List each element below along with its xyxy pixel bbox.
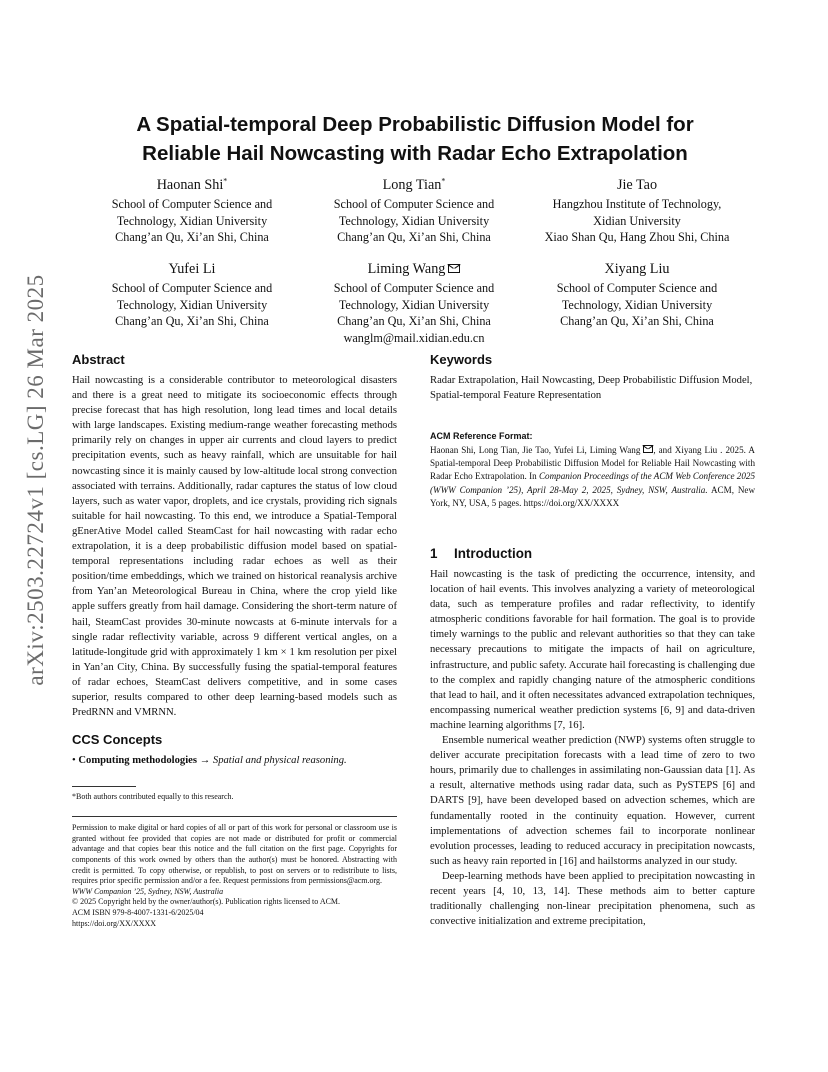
author-affiliation-line: Technology, Xidian University bbox=[561, 297, 713, 312]
author-email: wanglm@mail.xidian.edu.cn bbox=[343, 330, 485, 345]
author-name: Xiyang Liu bbox=[604, 261, 670, 277]
corresponding-author-envelope-icon bbox=[643, 445, 653, 453]
author-name: Long Tian bbox=[382, 177, 442, 193]
author-affiliation-line: School of Computer Science and bbox=[333, 281, 495, 295]
equal-contribution-footnote: *Both authors contributed equally to this research. bbox=[72, 792, 234, 802]
ccs-bullet: • bbox=[72, 755, 76, 767]
intro-paragraph-1: Hail nowcasting is the task of predicting the occurrence, intensity, and location of hail events. This involves analyzing a variety of meteorological data, such as temperature profiles and radar reflectivity, to identify atmospheric conditions favorable for hail formation. The goal is to provide timely warnings to the public and relevant authorities so that they can take necessary precautions to mitigate the impacts of hail on agriculture, infrastructure, and public safety. Accurate hail forecasting is challenging due to the complex and rapidly changing nature of the atmospheric conditions that lead to hail, and it often necessitates advanced extrapolation techniques, encompassing numerical weather prediction systems [6, 9] and data-driven machine learning algorithms [7, 16]. bbox=[430, 569, 755, 731]
author-block-jie-tao bbox=[522, 176, 752, 246]
author-affiliation-line: Chang’an Qu, Xi’an Shi, China bbox=[115, 314, 269, 328]
acm-reference-citation: , and Xiyang Liu . 2025. A Spatial-temporal Deep Probabilistic Diffusion Model for Reliable Hail Nowcasting with Radar Echo Extrapolation. In bbox=[430, 445, 755, 482]
author-affiliation-line: Chang’an Qu, Xi’an Shi, China bbox=[337, 314, 491, 328]
author-affiliation-line: Xiao Shan Qu, Hang Zhou Shi, China bbox=[544, 230, 730, 244]
ccs-concepts-entry bbox=[72, 753, 397, 768]
permission-rule bbox=[72, 816, 397, 817]
author-affiliation-line: Chang’an Qu, Xi’an Shi, China bbox=[337, 230, 491, 244]
abstract-text: Hail nowcasting is a considerable contributor to meteorological disasters and there is a great need to mitigate its socioeconomic effects through precise forecast that has high resolution, long lead times and local details with large landscapes. Existing medium-range weather forecasting methods primarily rely on changes in upper air currents and cloud layers to predict precipitation events, such as heavy rainfall, which are unsuitable for hail nowcasting since it is mainly caused by low-altitude local strong convection associated with terrains. Additionally, radar captures the status of low cloud layers, such as water vapor, droplets, and ice crystals, providing rich signals suitable for hail nowcasting. To this end, we introduce a Spatial-Temporal gEnerAtive Model called SteamCast for hail nowcasting with radar echo extrapolation, it is a deep probabilistic diffusion model based on spatial-temporal representations including radar echoes as well as their position/time embeddings, which we trained on historical reanalysis archive from Yan’an Meteorological Bureau in China, where the crop yield like apple suffers greatly from hail damage. Considering the short-term nature of hail, SteamCast provides 30-minute nowcasts at 6-minute intervals for a single radar reflectivity variable, across 9 different vertical angles, on a latitude-longitude grid with approximately 1 km × 1 km resolution per pixel in Yan’an City, China. By successfully fusing the spatial-temporal features of radar echoes, SteamCast delivers competitive, and in some cases superior, results compared to other deep learning-based models such as PredRNN and VMRNN. bbox=[72, 375, 397, 719]
ccs-subcategory: Spatial and physical reasoning. bbox=[212, 755, 347, 767]
abstract-heading: Abstract bbox=[72, 352, 125, 367]
intro-paragraph-3: Deep-learning methods have been applied to precipitation nowcasting in recent years [4, 10, 13, 14]. These methods aim to better capture traditionally challenging non-linear precipitation phenomena, such as convective initialization and extreme precipitation, bbox=[430, 870, 755, 928]
author-affiliation-line: School of Computer Science and bbox=[556, 281, 718, 295]
author-name: Jie Tao bbox=[616, 177, 658, 193]
acm-reference-venue: Companion Proceedings of the ACM Web Conference 2025 (WWW Companion ’25), April 28-May 2, 2025, Sydney, NSW, Australia. bbox=[430, 471, 755, 495]
author-affiliation-line: Xidian University bbox=[593, 213, 681, 228]
author-block-liming-wang bbox=[299, 260, 529, 346]
author-affiliation-line: Technology, Xidian University bbox=[338, 213, 490, 228]
author-affiliation-line: Chang’an Qu, Xi’an Shi, China bbox=[115, 230, 269, 244]
intro-paragraph-2: Ensemble numerical weather prediction (NWP) systems often struggle to deliver accurate precipitation forecasts with a lead time of zero to two hours, primarily due to challenges in assimilating non-Gaussian data [1]. As a result, alternative methods using radar data, such as PySTEPS [6] and DARTS [9], have been developed based on advection schemes, which are fundamentally rooted in the continuity equation. However, current implementations of advection schemes fail to incorporate nonlinear evolution processes, leading to reduced accuracy in precipitation nowcasts, such as heavy rain reported in [16] and hailstorms analyzed in our study. bbox=[430, 735, 755, 867]
conference-venue: WWW Companion ’25, Sydney, NSW, Australia bbox=[72, 886, 224, 896]
section-title: Introduction bbox=[454, 546, 533, 562]
paper-title bbox=[90, 110, 740, 168]
doi-link[interactable]: https://doi.org/XX/XXXX bbox=[72, 918, 157, 928]
author-affiliation-line: Technology, Xidian University bbox=[116, 297, 268, 312]
right-column bbox=[430, 352, 755, 929]
author-block-haonan-shi bbox=[77, 176, 307, 246]
introduction-heading bbox=[430, 546, 755, 561]
author-affiliation-line: Hangzhou Institute of Technology, bbox=[552, 197, 722, 211]
keywords-text: Radar Extrapolation, Hail Nowcasting, Deep Probabilistic Diffusion Model, Spatial-temporal Feature Representation bbox=[430, 375, 753, 401]
author-name: Liming Wang bbox=[367, 261, 446, 277]
title-line-2: Reliable Hail Nowcasting with Radar Echo Extrapolation bbox=[142, 142, 688, 165]
acm-reference-tail: ACM, New York, NY, USA, 5 pages. https://doi.org/XX/XXXX bbox=[430, 484, 756, 508]
keywords-heading: Keywords bbox=[430, 352, 493, 367]
section-number: 1 bbox=[430, 546, 438, 562]
author-affiliation-line: School of Computer Science and bbox=[111, 197, 273, 211]
author-affiliation-line: School of Computer Science and bbox=[333, 197, 495, 211]
copyright-line: © 2025 Copyright held by the owner/author(s). Publication rights licensed to ACM. bbox=[72, 897, 341, 907]
title-line-1: A Spatial-temporal Deep Probabilistic Diffusion Model for bbox=[136, 113, 694, 136]
equal-contribution-mark: * bbox=[223, 176, 228, 186]
author-affiliation-line: Chang’an Qu, Xi’an Shi, China bbox=[560, 314, 714, 328]
acm-reference-heading: ACM Reference Format: bbox=[430, 431, 533, 441]
acm-reference-authors: Haonan Shi, Long Tian, Jie Tao, Yufei Li, Liming Wang bbox=[430, 445, 641, 455]
permission-notice: Permission to make digital or hard copies of all or part of this work for personal or classroom use is granted without fee provided that copies are not made or distributed for profit or commercial advantage and that copies bear this notice and the full citation on the first page. Copyrights for components of this work owned by others than the author(s) must be honored. Abstracting with credit is permitted. To copy otherwise, or republish, to post on servers or to redistribute to lists, requires prior specific permission and/or a fee. Request permissions from permissions@acm.org. bbox=[72, 823, 397, 886]
author-affiliation-line: Technology, Xidian University bbox=[116, 213, 268, 228]
author-affiliation-line: Technology, Xidian University bbox=[338, 297, 490, 312]
ccs-arrow: → bbox=[199, 755, 211, 767]
author-name: Haonan Shi bbox=[156, 177, 224, 193]
author-block-yufei-li bbox=[77, 260, 307, 330]
ccs-concepts-heading: CCS Concepts bbox=[72, 732, 163, 748]
equal-contribution-mark: * bbox=[441, 176, 446, 186]
isbn-line: ACM ISBN 979-8-4007-1331-6/2025/04 bbox=[72, 907, 204, 917]
author-name: Yufei Li bbox=[168, 261, 216, 277]
footnote-rule bbox=[72, 786, 136, 787]
author-block-xiyang-liu bbox=[522, 260, 752, 330]
author-block-long-tian bbox=[299, 176, 529, 246]
author-affiliation-line: School of Computer Science and bbox=[111, 281, 273, 295]
arxiv-identifier-stamp: arXiv:2503.22724v1 [cs.LG] 26 Mar 2025 bbox=[23, 274, 48, 686]
acm-reference-text bbox=[430, 444, 755, 510]
corresponding-author-envelope-icon bbox=[448, 264, 460, 273]
left-column bbox=[72, 352, 397, 929]
ccs-category: Computing methodologies bbox=[78, 755, 197, 767]
